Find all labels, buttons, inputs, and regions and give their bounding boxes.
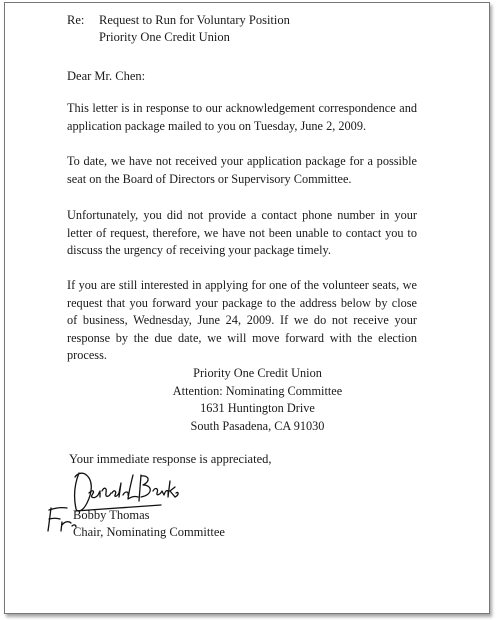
address-line-4: South Pasadena, CA 91030: [190, 418, 325, 433]
paragraph-2: To date, we have not received your application package for a possible seat on the Board of Directors or Supervisory Committee.: [67, 154, 417, 186]
salutation: Dear Mr. Chen:: [67, 69, 146, 83]
address-line-3: 1631 Huntington Drive: [200, 401, 315, 415]
signer-title: Chair, Nominating Committee: [73, 525, 225, 539]
re-label: Re:: [67, 13, 85, 27]
letter-page: [4, 2, 490, 614]
subject-line-1: Request to Run for Voluntary Position: [99, 13, 290, 27]
paragraph-3: Unfortunately, you did not provide a contact phone number in your letter of request, therefore, we have not been unable to contact you to discuss the urgency of receiving your package timely.: [67, 208, 417, 257]
paragraph-4: If you are still interested in applying for one of the volunteer seats, we request that you forward your package to the address below by close of business, Wednesday, June 24, 2009. If we do not receive your response by the due date, we will move forward with the election process.: [67, 278, 417, 362]
subject-line-2: Priority One Credit Union: [99, 30, 230, 44]
address-line-2: Attention: Nominating Committee: [172, 383, 343, 398]
signer-name: Bobby Thomas: [73, 508, 150, 522]
closing-line: Your immediate response is appreciated,: [69, 452, 272, 466]
address-line-1: Priority One Credit Union: [193, 366, 322, 380]
paragraph-1: This letter is in response to our acknowledgement correspondence and application package mailed to you on Tuesday, June 2, 2009.: [67, 101, 417, 133]
mailing-address: [135, 365, 380, 435]
